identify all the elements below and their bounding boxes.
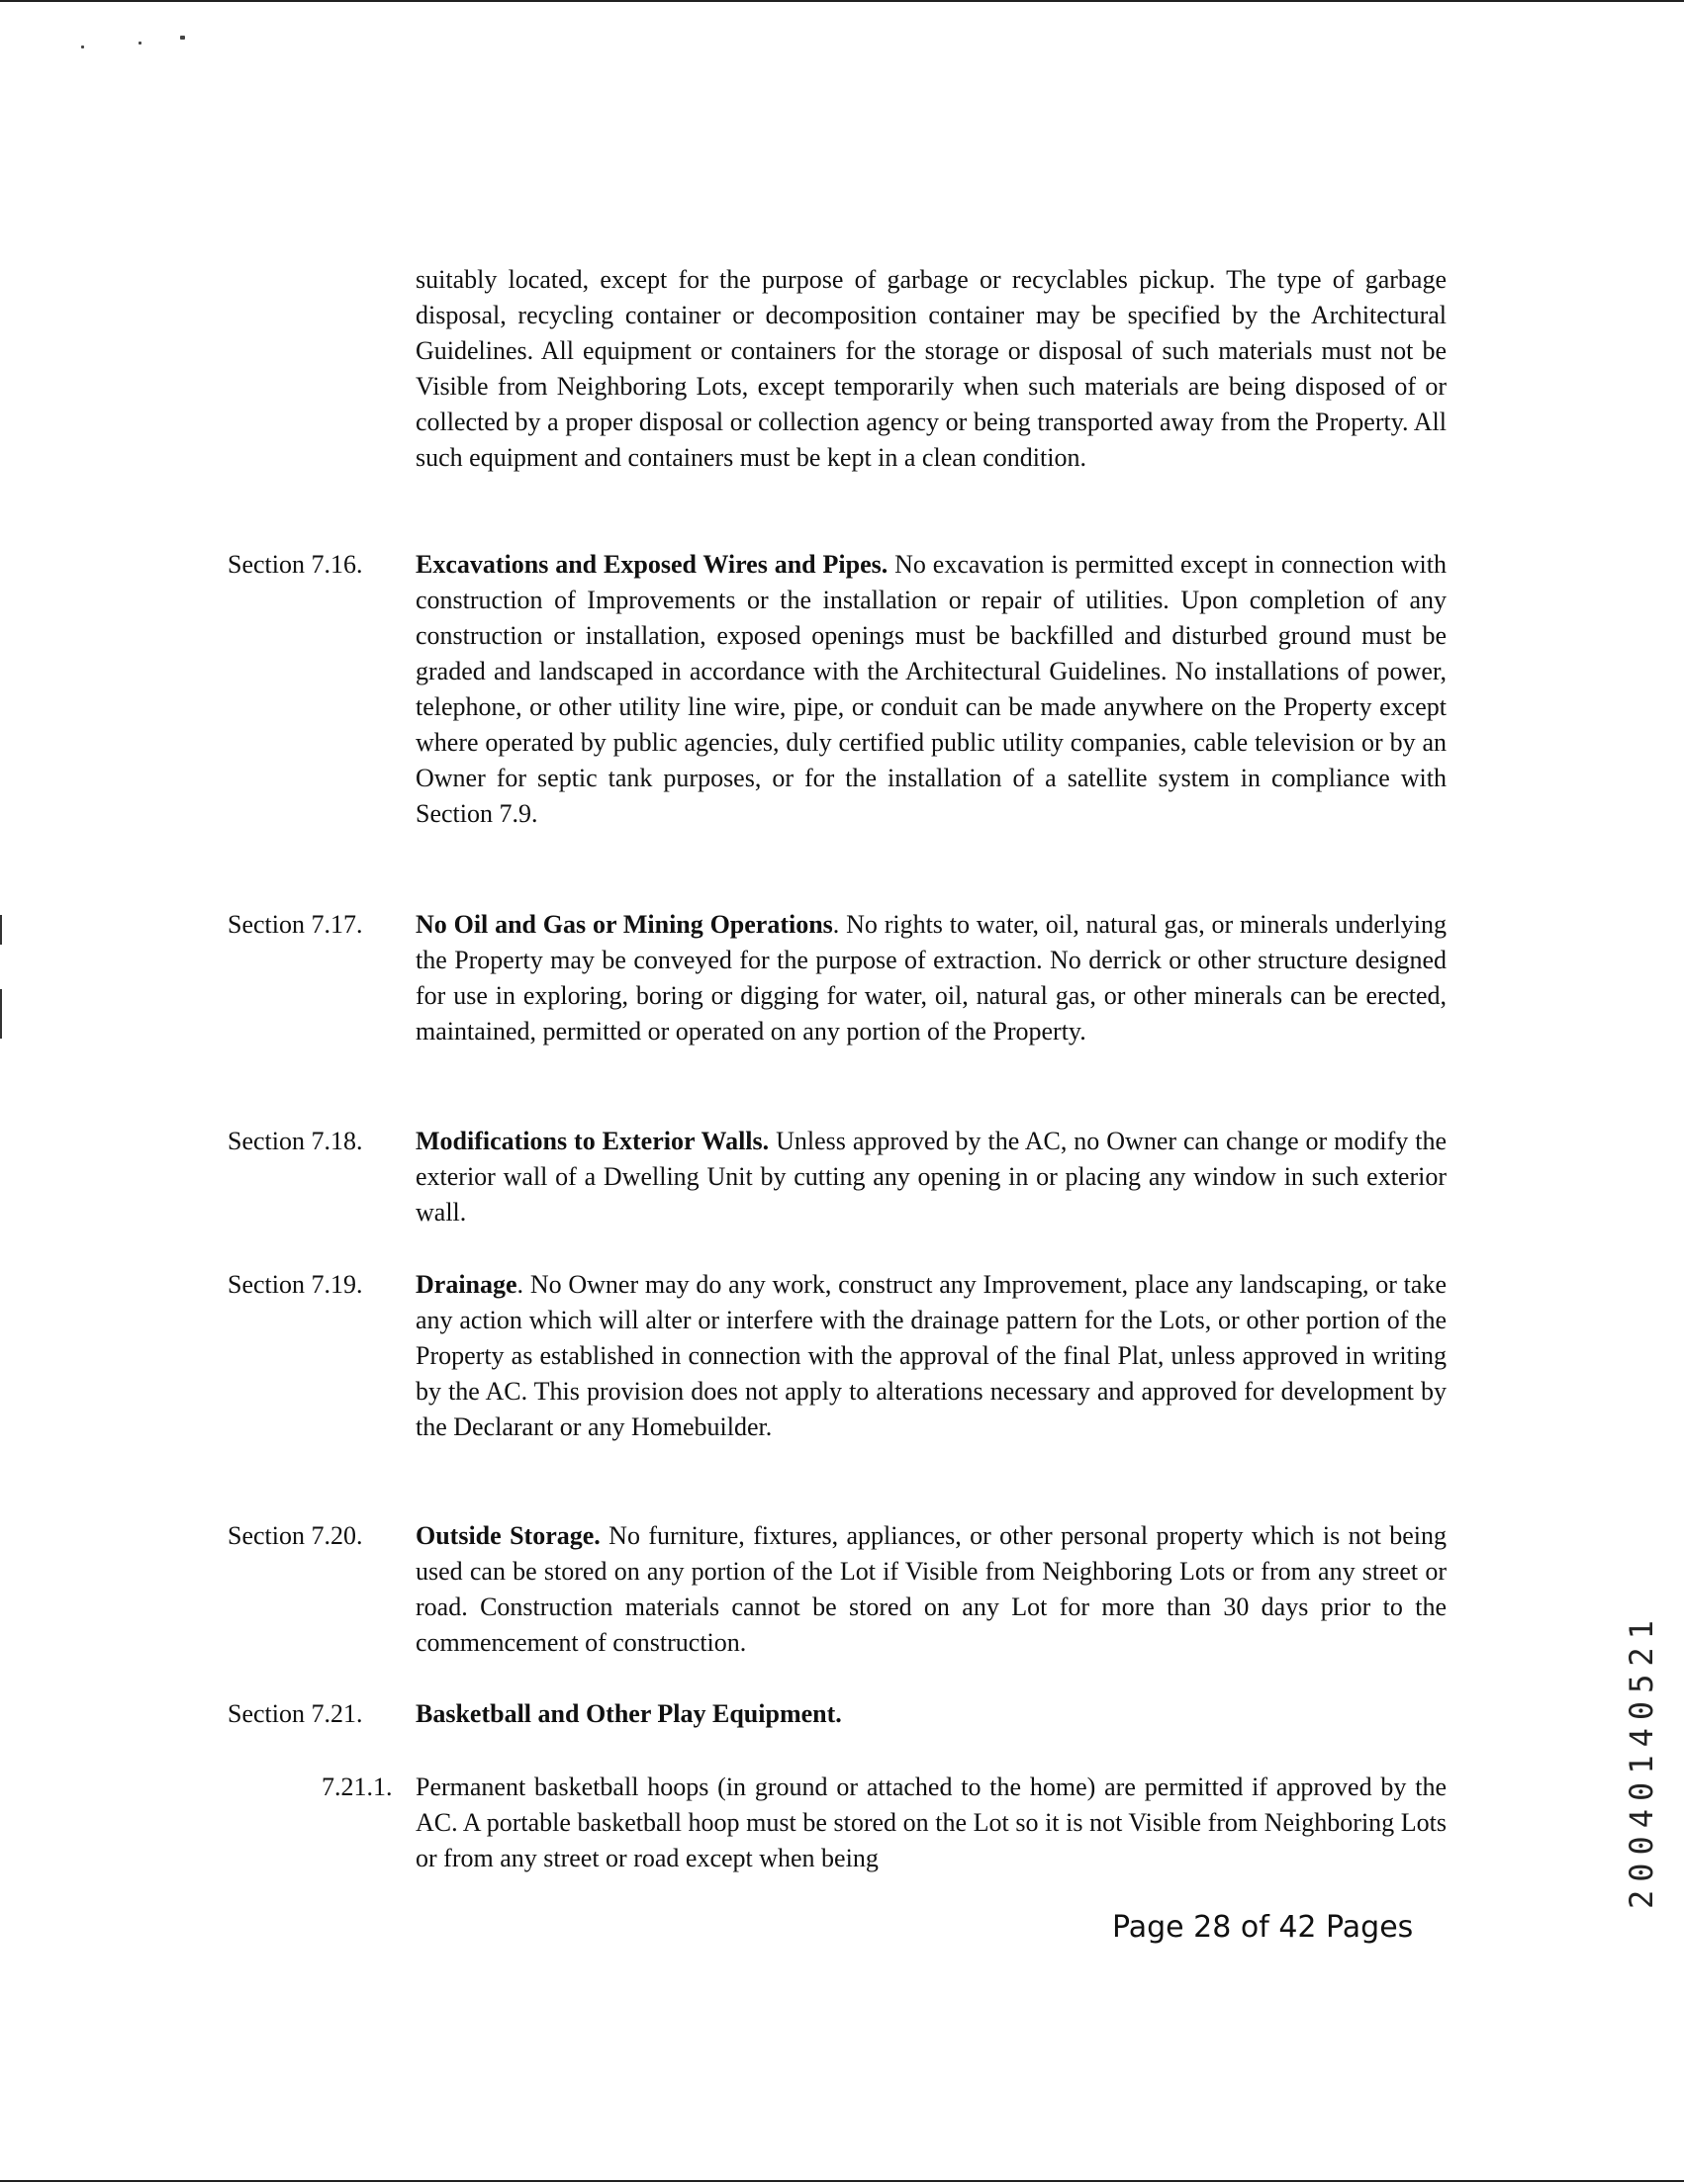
section-label: Section 7.21. — [228, 1699, 363, 1728]
scan-speck — [180, 36, 185, 40]
section-label: Section 7.17. — [228, 910, 363, 939]
recording-number: 20040140521 — [1623, 1612, 1660, 1909]
section-paragraph — [416, 1518, 1447, 1661]
section-title: Basketball and Other Play Equipment. — [416, 1699, 842, 1728]
section-body: No furniture, fixtures, appliances, or other personal property which is not being used can be stored on any portion of the Lot if Visible from Neighboring Lots or from any street or road. Construction materials cannot be stored on any Lot for more than 30 days prior to the commencement of construction. — [416, 1521, 1447, 1657]
scan-speck — [81, 46, 84, 48]
section-paragraph — [416, 907, 1447, 1049]
section-paragraph — [416, 1696, 1447, 1732]
section-body: No excavation is permitted except in connection with construction of Improvements or the installation or repair of utilities. Upon completion of any construction or installation, exposed openings must be backfilled and disturbed ground must be graded and landscaped in accordance with the Architectural Guidelines. No installations of power, telephone, or other utility line wire, pipe, or conduit can be made anywhere on the Property except where operated by public agencies, duly certified public utility companies, cable television or by an Owner for septic tank purposes, or for the installation of a satellite system in compliance with Section 7.9. — [416, 550, 1448, 828]
section-label: Section 7.19. — [228, 1270, 363, 1299]
section-label: Section 7.18. — [228, 1127, 363, 1155]
section-paragraph — [416, 1267, 1447, 1445]
continuation-paragraph: suitably located, except for the purpose of garbage or recyclables pickup. The type of garbage disposal, recycling container or decomposition container may be specified by the Architectural Guidelines. All equipment or containers for the storage or disposal of such materials must not be Visible from Neighboring Lots, except temporarily when such materials are being disposed of or collected by a proper disposal or collection agency or being transported away from the Property. All such equipment and containers must be kept in a clean condition. — [416, 265, 1447, 472]
scan-edge-mark — [0, 989, 2, 1039]
section-body: . No rights to water, oil, natural gas, or minerals underlying the Property may be conveyed for the purpose of extraction. No derrick or other structure designed for use in exploring, boring or digging for water, oil, natural gas, or other minerals can be erected, maintained, permitted or operated on any portion of the Property. — [416, 910, 1447, 1046]
section-body: Unless approved by the AC, no Owner can change or modify the exterior wall of a Dwelling Unit by cutting any opening in or placing any window in such exterior wall. — [416, 1127, 1447, 1227]
scan-speck — [139, 42, 141, 45]
section-body: . No Owner may do any work, construct any Improvement, place any landscaping, or take any action which will alter or interfere with the drainage pattern for the Lots, or other portion of the Property as established in connection with the approval of the final Plat, unless approved in writing by the AC. This provision does not apply to alterations necessary and approved for development by the Declarant or any Homebuilder. — [416, 1270, 1447, 1441]
section-title: Outside Storage. — [416, 1521, 601, 1550]
scan-edge-mark — [0, 915, 2, 945]
page-top-border — [0, 0, 1684, 2]
section-title: No Oil and Gas or Mining Operations — [416, 910, 833, 939]
subsection-paragraph: Permanent basketball hoops (in ground or attached to the home) are permitted if approved by the AC. A portable basketball hoop must be stored on the Lot so it is not Visible from Neighboring Lots or from any street or road except when being — [416, 1773, 1447, 1872]
page-number-footer: Page 28 of 42 Pages — [1112, 1910, 1414, 1945]
section-title: Excavations and Exposed Wires and Pipes. — [416, 550, 889, 579]
page-bottom-border — [0, 2180, 1684, 2182]
section-label: Section 7.16. — [228, 550, 363, 579]
section-label: Section 7.20. — [228, 1521, 363, 1550]
section-title: Modifications to Exterior Walls. — [416, 1127, 770, 1155]
section-paragraph — [416, 1124, 1447, 1230]
subsection-label: 7.21.1. — [322, 1773, 393, 1801]
section-paragraph — [416, 547, 1447, 832]
section-title: Drainage — [416, 1270, 517, 1299]
